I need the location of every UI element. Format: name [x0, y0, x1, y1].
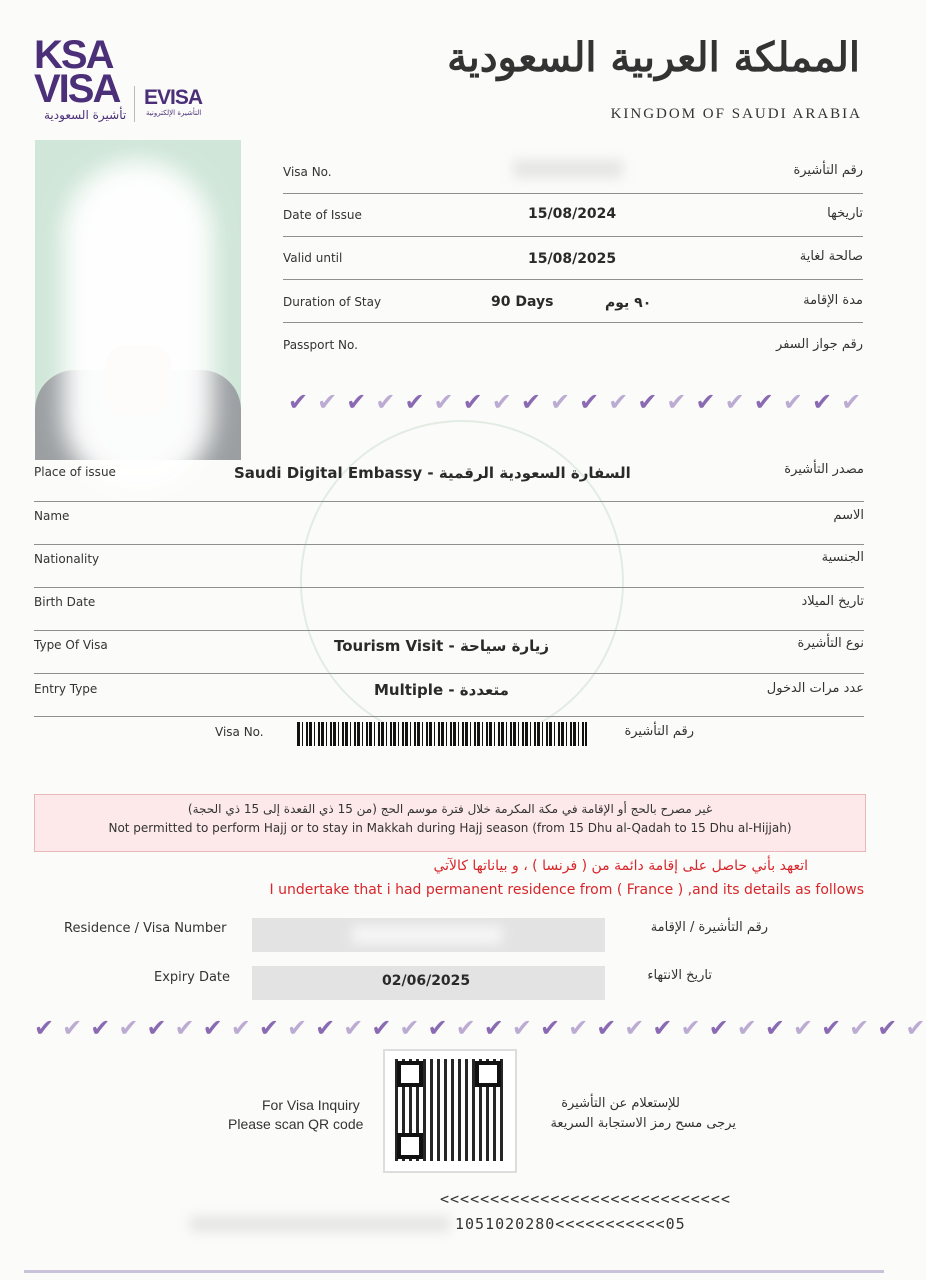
- nationality-label: Nationality: [34, 552, 100, 566]
- visa-number-row: [283, 150, 863, 194]
- passport-label: Passport No.: [283, 338, 358, 352]
- entry-type-label: Entry Type: [34, 682, 98, 696]
- duration-value-ar: ٩٠ يوم: [605, 295, 652, 311]
- visa-qr-code: [383, 1049, 517, 1173]
- qr-instruction-line1: For Visa Inquiry: [262, 1097, 360, 1113]
- expiry-date-label-ar: تاريخ الانتهاء: [647, 968, 712, 983]
- kingdom-title-arabic: المملكة العربية السعودية: [447, 34, 860, 81]
- duration-label: Duration of Stay: [283, 295, 382, 309]
- logo-divider: [134, 86, 135, 122]
- entry-type-row: [34, 673, 864, 717]
- place-of-issue-value: Saudi Digital Embassy - السفارة السعودية الرقمية: [234, 464, 631, 482]
- expiry-date-field: [252, 966, 605, 1000]
- redacted-visa-number: [513, 160, 623, 178]
- visa-number-label: Visa No.: [283, 165, 332, 179]
- bottom-border: [24, 1270, 884, 1273]
- birth-date-label-ar: تاريخ الميلاد: [801, 594, 864, 609]
- valid-until-row: [283, 236, 863, 280]
- visa-type-value: Tourism Visit - زيارة سياحة: [334, 637, 549, 655]
- barcode-label-ar: رقم التأشيرة: [624, 724, 694, 739]
- residence-number-label: Residence / Visa Number: [64, 921, 227, 936]
- evisa-logo-arabic: التأشيرة الإلكترونية: [146, 109, 202, 117]
- date-of-issue-label: Date of Issue: [283, 208, 362, 222]
- visa-barcode: [297, 722, 587, 746]
- date-of-issue-row: [283, 193, 863, 237]
- ksa-visa-logo: KSA VISA: [34, 33, 120, 111]
- qr-instruction-ar-line2: يرجى مسح رمز الاستجابة السريعة: [550, 1116, 736, 1131]
- duration-row: [283, 279, 863, 323]
- name-row: [34, 501, 864, 545]
- ksa-visa-logo-arabic: تأشيرة السعودية: [44, 108, 127, 122]
- duration-label-ar: مدة الإقامة: [803, 293, 863, 308]
- entry-type-label-ar: عدد مرات الدخول: [766, 681, 864, 696]
- birth-date-row: [34, 587, 864, 631]
- valid-until-value: 15/08/2025: [528, 251, 617, 267]
- expiry-date-value: 02/06/2025: [382, 973, 471, 989]
- applicant-photo: [35, 140, 241, 460]
- entry-type-value: Multiple - متعددة: [374, 681, 509, 699]
- birth-date-label: Birth Date: [34, 595, 96, 609]
- visa-number-label-ar: رقم التأشيرة: [793, 163, 863, 178]
- valid-until-label: Valid until: [283, 251, 343, 265]
- name-label-ar: الاسم: [833, 508, 864, 523]
- date-of-issue-value: 15/08/2024: [528, 206, 617, 222]
- qr-instruction-ar-line1: للإستعلام عن التأشيرة: [561, 1096, 680, 1111]
- hajj-notice-english: Not permitted to perform Hajj or to stay in Makkah during Hajj season (from 15 Dhu al-Qadah to 15 Dhu al-Hijjah): [108, 821, 792, 835]
- nationality-row: [34, 544, 864, 588]
- evisa-logo: EVISA: [144, 86, 203, 109]
- mrz-line-2: 1051020280<<<<<<<<<<<05: [455, 1215, 686, 1233]
- residence-pledge-english: I undertake that i had permanent residence from ( France ) ,and its details as follows: [269, 882, 864, 898]
- redacted-mrz: [190, 1216, 450, 1232]
- hajj-notice: [34, 794, 866, 852]
- kingdom-title-english: KINGDOM OF SAUDI ARABIA: [610, 106, 862, 122]
- checkmark-pattern-bottom: ✔ ✔ ✔ ✔ ✔ ✔ ✔ ✔ ✔ ✔ ✔ ✔ ✔ ✔ ✔ ✔ ✔ ✔ ✔ ✔ ✔ ✔ ✔ ✔ ✔ ✔ ✔ ✔ ✔ ✔ ✔ ✔: [34, 1014, 926, 1042]
- residence-pledge-arabic: اتعهد بأني حاصل على إقامة دائمة من ( فرنسا ) ، و بياناتها كالآتي: [433, 858, 808, 874]
- place-of-issue-label-ar: مصدر التأشيرة: [784, 462, 864, 477]
- expiry-date-label: Expiry Date: [154, 970, 231, 985]
- date-of-issue-label-ar: تاريخها: [827, 206, 863, 221]
- residence-number-label-ar: رقم التأشيرة / الإقامة: [650, 920, 768, 935]
- place-of-issue-row: [34, 458, 864, 502]
- nationality-label-ar: الجنسية: [821, 550, 864, 565]
- passport-label-ar: رقم جواز السفر: [776, 337, 863, 352]
- visa-type-label: Type Of Visa: [34, 638, 108, 652]
- passport-row: [283, 322, 863, 365]
- duration-value: 90 Days: [491, 294, 554, 310]
- valid-until-label-ar: صالحة لغاية: [799, 249, 863, 264]
- mrz-line-1: <<<<<<<<<<<<<<<<<<<<<<<<<<<<<: [440, 1190, 731, 1208]
- visa-type-label-ar: نوع التأشيرة: [797, 636, 864, 651]
- name-label: Name: [34, 509, 70, 523]
- hajj-notice-arabic: غير مصرح بالحج أو الإقامة في مكة المكرمة خلال فترة موسم الحج (من 15 ذي القعدة إلى 15 ذي الحجة): [187, 802, 713, 816]
- barcode-label: Visa No.: [215, 725, 264, 739]
- place-of-issue-label: Place of issue: [34, 465, 116, 479]
- checkmark-pattern-top: ✔ ✔ ✔ ✔ ✔ ✔ ✔ ✔ ✔ ✔ ✔ ✔ ✔ ✔ ✔ ✔ ✔ ✔ ✔ ✔: [288, 388, 862, 416]
- visa-type-row: [34, 630, 864, 674]
- qr-instruction-line2: Please scan QR code: [228, 1116, 364, 1132]
- residence-number-field: [252, 918, 605, 952]
